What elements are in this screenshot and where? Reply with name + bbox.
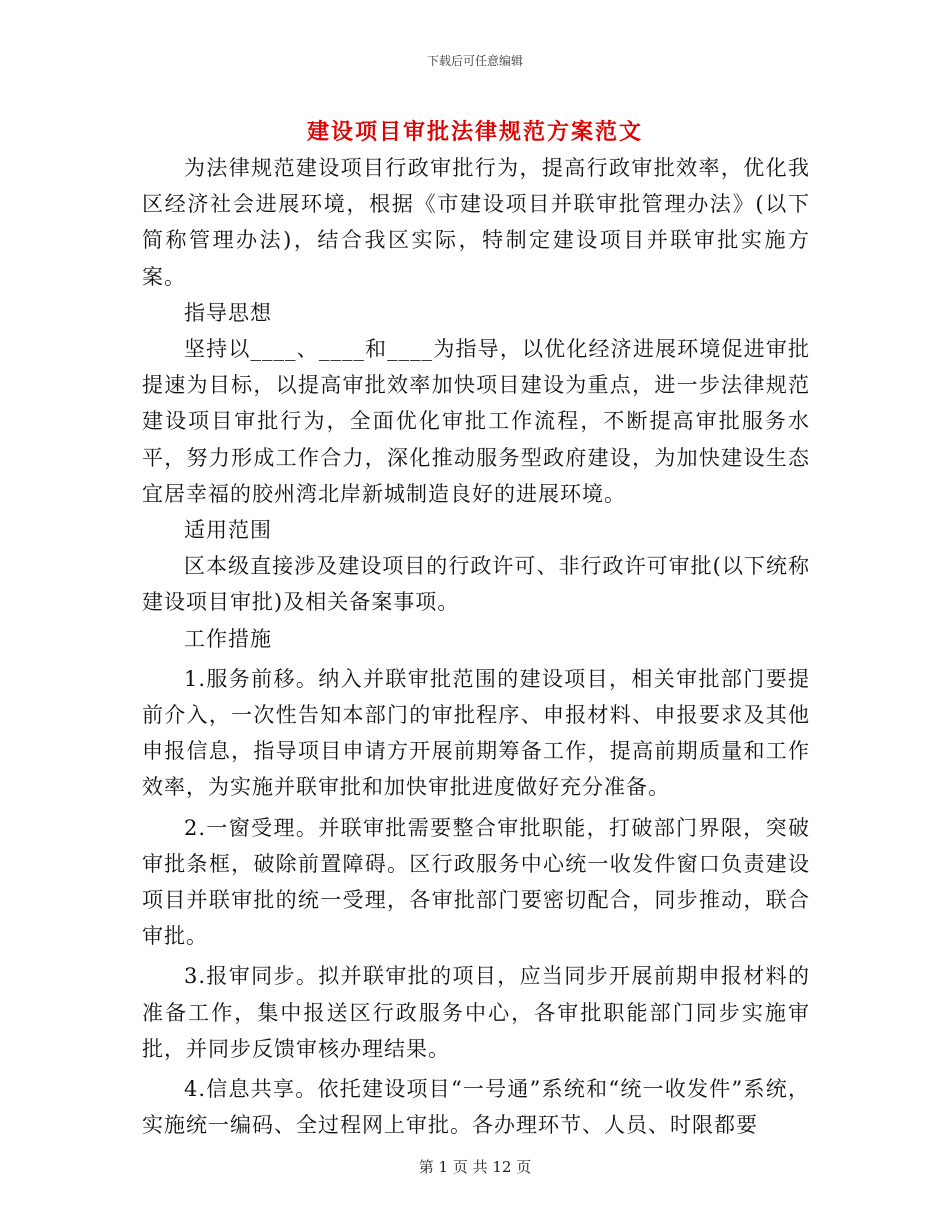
header-note: 下载后可任意编辑: [426, 54, 523, 68]
intro-paragraph: 为法律规范建设项目行政审批行为，提高行政审批效率，优化我区经济社会进展环境，根据《市建设项目并联审批管理办法》(以下简称管理办法)，结合我区实际，特制定建设项目并联审批实施方案。: [142, 156, 810, 289]
document-body: [142, 150, 810, 1143]
document-title: 建设项目审批法律规范方案范文: [306, 119, 643, 145]
page-footer: 第 1 页 共 12 页: [418, 1158, 532, 1176]
guiding-paragraph: 坚持以____、____和____为指导，以优化经济进展环境促进审批提速为目标，以提高审批效率加快项目建设为重点，进一步法律规范建设项目审批行为，全面优化审批工作流程，不断提高审批服务水平，努力形成工作合力，深化推动服务型政府建设，为加快建设生态宜居幸福的胶州湾北岸新城制造良好的进展环境。: [142, 337, 810, 506]
measure-item-4: 4.信息共享。依托建设项目“一号通”系统和“统一收发件”系统，实施统一编码、全过程网上审批。各办理环节、人员、时限都要: [142, 1077, 810, 1138]
measure-item-3: 3.报审同步。拟并联审批的项目，应当同步开展前期申报材料的准备工作，集中报送区行政服务中心，各审批职能部门同步实施审批，并同步反馈审核办理结果。: [142, 964, 810, 1061]
section-heading-scope: 适用范围: [184, 518, 272, 543]
scope-paragraph: 区本级直接涉及建设项目的行政许可、非行政许可审批(以下统称建设项目审批)及相关备案事项。: [142, 554, 810, 615]
section-heading-guiding: 指导思想: [184, 300, 272, 325]
section-heading-measures: 工作措施: [184, 626, 272, 651]
measure-item-1: 1.服务前移。纳入并联审批范围的建设项目，相关审批部门要提前介入，一次性告知本部门的审批程序、申报材料、申报要求及其他申报信息，指导项目申请方开展前期筹备工作，提高前期质量和工作效率，为实施并联审批和加快审批进度做好充分准备。: [142, 666, 810, 800]
measure-item-2: 2.一窗受理。并联审批需要整合审批职能，打破部门界限，突破审批条框，破除前置障碍。区行政服务中心统一收发件窗口负责建设项目并联审批的统一受理，各审批部门要密切配合，同步推动，联合审批。: [142, 815, 810, 949]
